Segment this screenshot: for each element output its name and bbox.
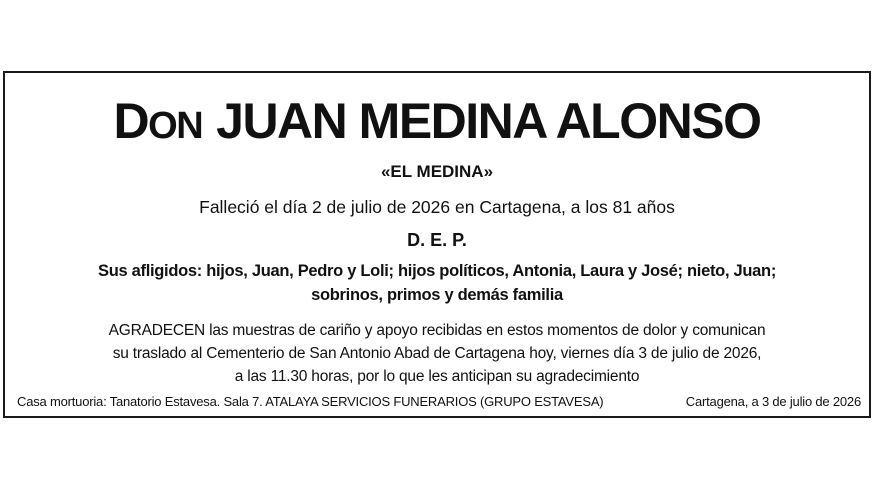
deceased-name: JUAN MEDINA ALONSO [216, 93, 761, 149]
name-prefix-initial: D [113, 93, 149, 149]
family-mourners [5, 259, 869, 307]
deceased-name-heading [5, 91, 869, 156]
funeral-home-info: Casa mortuoria: Tanatorio Estavesa. Sala 7. ATALAYA SERVICIOS FUNERARIOS (GRUPO ESTAVESA) [17, 394, 604, 409]
thanks-line-1: AGRADECEN las muestras de cariño y apoyo recibidas en estos momentos de dolor y comunican [108, 322, 766, 339]
notice-footer [17, 393, 861, 411]
acknowledgement-text [5, 319, 869, 388]
family-line-1: Sus afligidos: hijos, Juan, Pedro y Loli; hijos políticos, Antonia, Laura y José; nieto, Juan; [97, 262, 777, 280]
obituary-notice [3, 71, 871, 418]
thanks-line-2: su traslado al Cementerio de San Antonio Abad de Cartagena hoy, viernes día 3 de julio de 2026, [112, 345, 762, 362]
thanks-line-3: a las 11.30 horas, por lo que les anticipan su agradecimiento [234, 368, 640, 385]
death-details: Falleció el día 2 de julio de 2026 en Cartagena, a los 81 años [199, 197, 675, 217]
place-and-date: Cartagena, a 3 de julio de 2026 [685, 394, 861, 409]
family-line-2: sobrinos, primos y demás familia [311, 286, 563, 304]
name-prefix-rest: ON [148, 105, 203, 147]
deceased-alias: «EL MEDINA» [380, 162, 494, 181]
rest-in-peace-text: D. E. P. [407, 230, 467, 250]
